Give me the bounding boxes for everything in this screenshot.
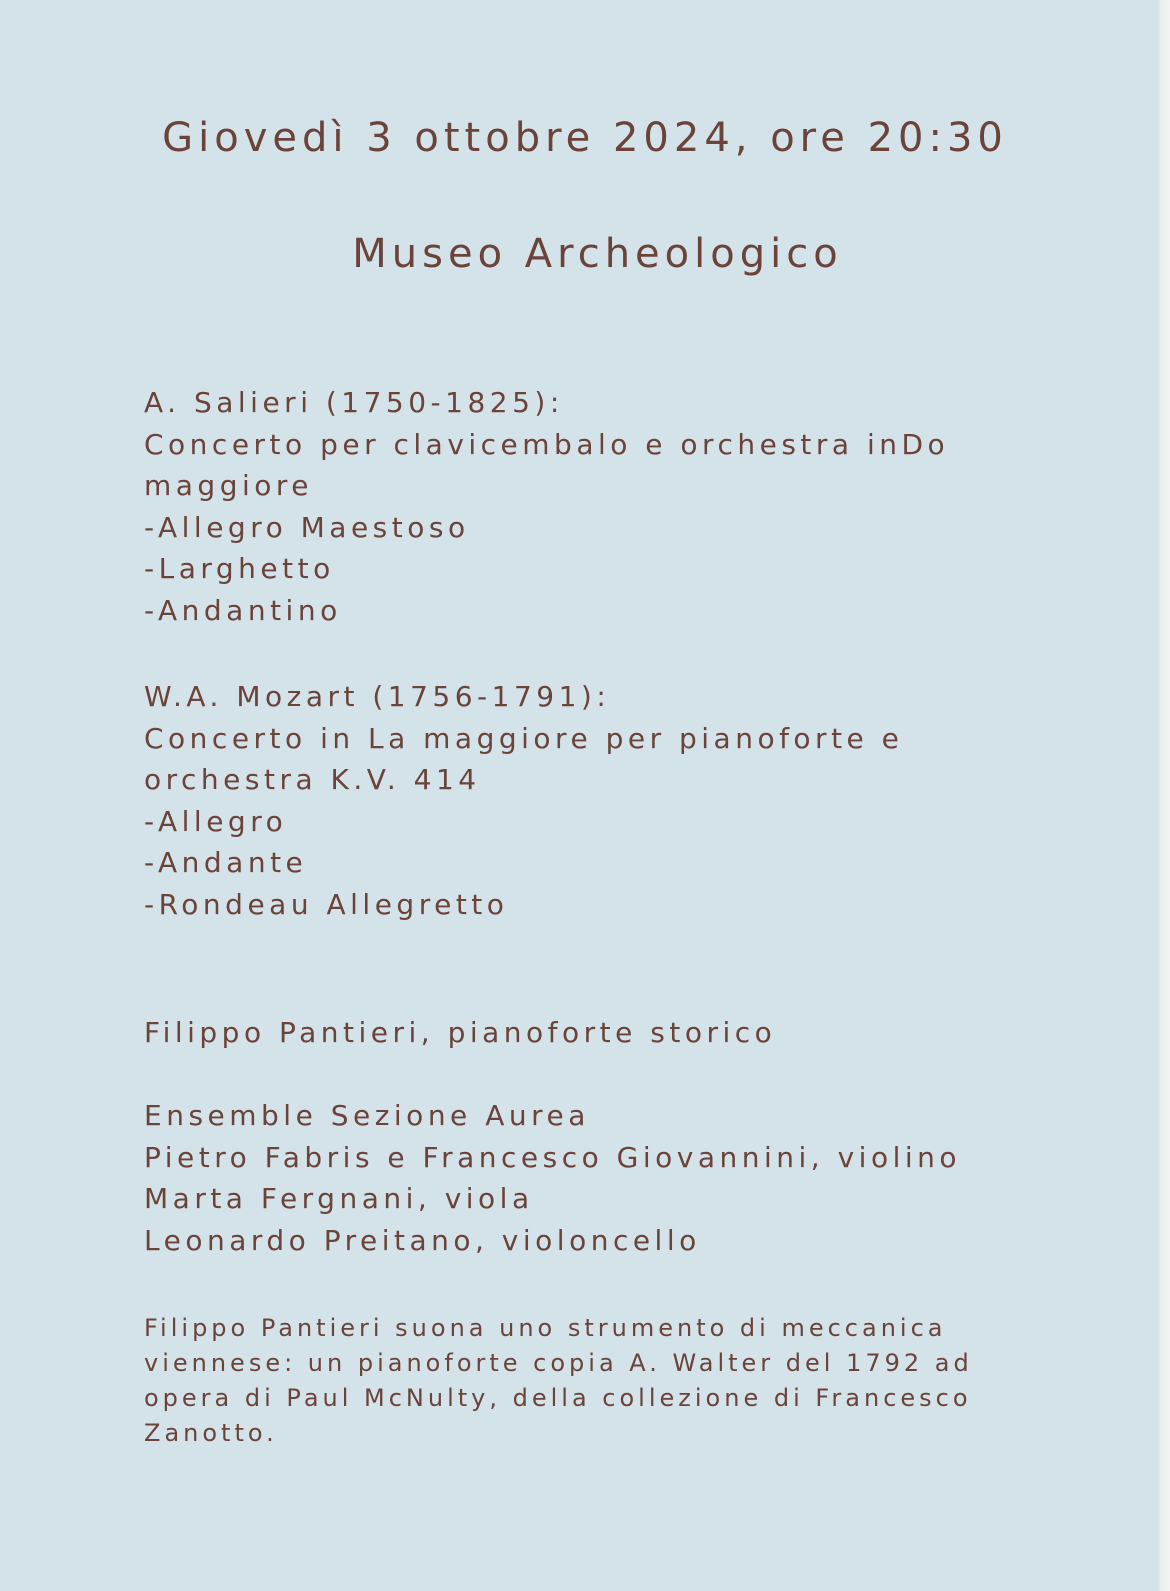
composer-name: A. Salieri (1750-1825): (144, 386, 564, 419)
note-line: opera di Paul McNulty, della collezione di Francesco (144, 1384, 972, 1412)
work-title-line: Concerto per clavicembalo e orchestra inDo (144, 427, 950, 461)
soloist-section (144, 1012, 1154, 1054)
instrument-note (144, 1311, 1154, 1451)
movement-item: -Allegro (144, 804, 288, 838)
movement-item: -Rondeau Allegretto (144, 887, 509, 921)
ensemble-section (144, 1095, 1154, 1261)
movement-item: -Larghetto (144, 552, 335, 585)
ensemble-name: Ensemble Sezione Aurea (144, 1099, 590, 1132)
salieri-program (144, 382, 1154, 631)
mozart-program (144, 676, 1154, 925)
work-title-line: orchestra K.V. 414 (144, 763, 481, 796)
ensemble-member: Leonardo Preitano, violoncello (144, 1223, 701, 1257)
movement-item: -Andantino (144, 593, 342, 627)
event-date-time: Giovedì 3 ottobre 2024, ore 20:30 (162, 115, 1008, 161)
soloist-credit: Filippo Pantieri, pianoforte storico (144, 1016, 777, 1049)
note-line: Filippo Pantieri suona uno strumento di meccanica (144, 1314, 947, 1342)
work-title-line: Concerto in La maggiore per pianoforte e (144, 721, 904, 755)
composer-name: W.A. Mozart (1756-1791): (144, 680, 611, 713)
ensemble-member: Pietro Fabris e Francesco Giovannini, violino (144, 1140, 962, 1174)
work-title-line: maggiore (144, 469, 314, 502)
note-line: viennese: un pianoforte copia A. Walter del 1792 ad (144, 1349, 973, 1377)
note-line: Zanotto. (144, 1419, 278, 1447)
ensemble-member: Marta Fergnani, viola (144, 1182, 534, 1215)
movement-item: -Andante (144, 846, 308, 879)
event-venue: Museo Archeologico (352, 231, 843, 277)
movement-item: -Allegro Maestoso (144, 510, 470, 544)
